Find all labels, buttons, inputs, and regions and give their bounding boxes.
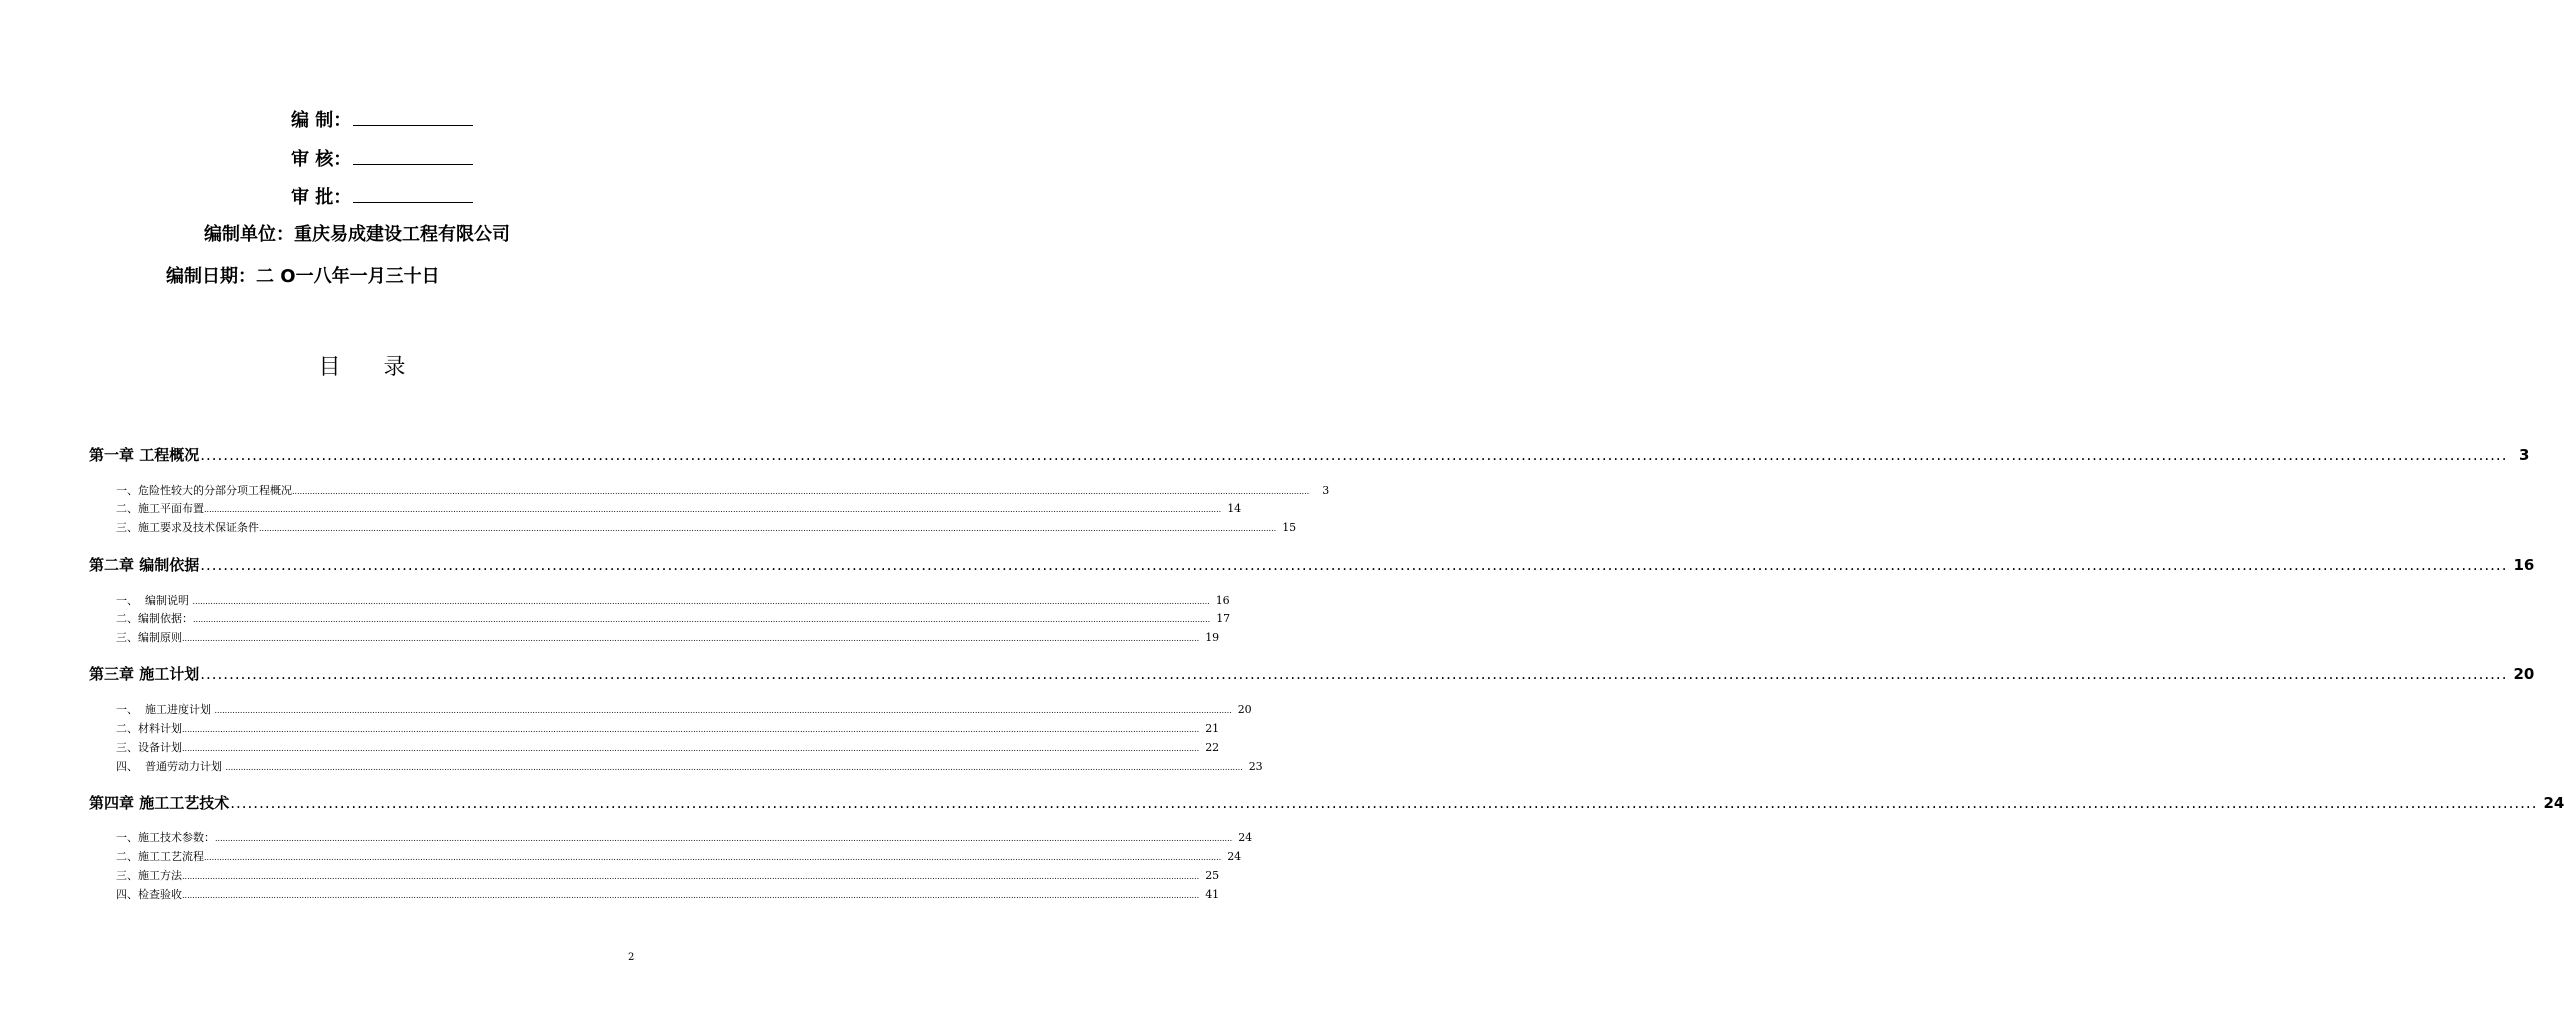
toc-entry[interactable]: [116, 867, 1220, 883]
toc-chapter-1[interactable]: [89, 444, 2530, 465]
entry-page: 21: [1205, 722, 1220, 735]
entry-page: 19: [1205, 631, 1220, 644]
entry-page: 15: [1282, 521, 1297, 534]
entry-label: 二、施工工艺流程: [116, 850, 204, 863]
chapter-label: 第二章 编制依据: [89, 556, 200, 574]
entry-label: 三、编制原则: [116, 631, 182, 644]
toc-entry[interactable]: [116, 720, 1220, 736]
toc-entry[interactable]: [116, 592, 1230, 608]
dot-leader: ................................................................................................................................................................................................................................................................................................................................................................................................................: [215, 834, 1233, 843]
dot-leader: ................................................................................................................................................................................................................................................................................................................................................................................................................: [225, 763, 1243, 772]
entry-page: 24: [1238, 831, 1253, 844]
toc-entry[interactable]: [116, 829, 1253, 845]
chapter-label: 第四章 施工工艺技术: [89, 794, 230, 812]
sig-label-approve: 审 批：: [291, 187, 352, 208]
toc-entry[interactable]: [116, 610, 1231, 626]
dot-leader: ................................................................................................................................................................................................................................................................................................................................................................................................................: [230, 794, 2538, 812]
toc-entry[interactable]: [116, 629, 1220, 645]
chapter-page: 20: [2513, 665, 2535, 683]
entry-page: 20: [1237, 703, 1252, 716]
entry-label: 二、编制依据：: [116, 612, 193, 625]
dot-leader: ................................................................................................................................................................................................................................................................................................................................................................................................................: [182, 872, 1200, 881]
entry-label: 四、检查验收: [116, 888, 182, 901]
dot-leader: ................................................................................................................................................................................................................................................................................................................................................................................................................: [200, 556, 2508, 574]
chapter-page: 3: [2519, 446, 2530, 464]
entry-page: 3: [1322, 484, 1330, 497]
entry-page: 23: [1248, 760, 1263, 773]
chapter-label: 第三章 施工计划: [89, 665, 200, 683]
toc-entry[interactable]: [116, 701, 1252, 717]
dot-leader: ................................................................................................................................................................................................................................................................................................................................................................................................................: [182, 744, 1200, 753]
toc-entry[interactable]: [116, 758, 1263, 774]
sig-label-compile: 编 制：: [291, 110, 352, 131]
sig-row-compile: [291, 106, 473, 132]
dot-leader: ................................................................................................................................................................................................................................................................................................................................................................................................................: [214, 706, 1232, 715]
toc-entry[interactable]: [116, 739, 1220, 755]
entry-label: 三、施工要求及技术保证条件: [116, 521, 259, 534]
entry-label: 三、设备计划: [116, 741, 182, 754]
dot-leader: ................................................................................................................................................................................................................................................................................................................................................................................................................: [192, 597, 1210, 606]
entry-page: 41: [1205, 888, 1220, 901]
dot-leader: ................................................................................................................................................................................................................................................................................................................................................................................................................: [292, 487, 1310, 496]
sig-blank-approve: [353, 186, 473, 203]
entry-label: 一、 施工进度计划: [116, 703, 215, 716]
dot-leader: ................................................................................................................................................................................................................................................................................................................................................................................................................: [182, 634, 1200, 643]
entry-label: 一、危险性较大的分部分项工程概况: [116, 484, 292, 497]
entry-page: 17: [1216, 612, 1231, 625]
sig-blank-compile: [353, 109, 473, 126]
entry-label: 二、施工平面布置: [116, 502, 204, 515]
chapter-page: 16: [2513, 556, 2535, 574]
toc-entry[interactable]: [116, 482, 1330, 498]
entry-page: 14: [1227, 502, 1242, 515]
toc-entry[interactable]: [116, 848, 1242, 864]
entry-page: 25: [1205, 869, 1220, 882]
dot-leader: ................................................................................................................................................................................................................................................................................................................................................................................................................: [182, 891, 1200, 900]
toc-chapter-2[interactable]: [89, 554, 2535, 575]
entry-label: 一、施工技术参数：: [116, 831, 215, 844]
dot-leader: ................................................................................................................................................................................................................................................................................................................................................................................................................: [193, 615, 1211, 624]
entry-page: 16: [1215, 594, 1230, 607]
dot-leader: ................................................................................................................................................................................................................................................................................................................................................................................................................: [200, 665, 2508, 683]
toc-chapter-4[interactable]: [89, 792, 2564, 813]
sig-row-approve: [291, 183, 473, 209]
entry-page: 24: [1227, 850, 1242, 863]
unit-line: 编制单位：重庆易成建设工程有限公司: [204, 224, 510, 245]
entry-label: 一、 编制说明: [116, 594, 193, 607]
dot-leader: ................................................................................................................................................................................................................................................................................................................................................................................................................: [182, 725, 1200, 734]
entry-page: 22: [1205, 741, 1220, 754]
dot-leader: ................................................................................................................................................................................................................................................................................................................................................................................................................: [204, 505, 1222, 514]
sig-blank-review: [353, 148, 473, 165]
page-number: 2: [628, 952, 635, 963]
dot-leader: ................................................................................................................................................................................................................................................................................................................................................................................................................: [204, 853, 1222, 862]
chapter-label: 第一章 工程概况: [89, 446, 200, 464]
toc-title: 目 录: [318, 355, 424, 380]
date-line: 编制日期：二 O一八年一月三十日: [166, 266, 440, 287]
dot-leader: ................................................................................................................................................................................................................................................................................................................................................................................................................: [259, 524, 1277, 533]
sig-label-review: 审 核：: [291, 149, 352, 170]
entry-label: 二、材料计划: [116, 722, 182, 735]
chapter-page: 24: [2543, 794, 2564, 812]
toc-entry[interactable]: [116, 886, 1220, 902]
sig-row-review: [291, 145, 473, 171]
toc-entry[interactable]: [116, 519, 1297, 535]
dot-leader: ................................................................................................................................................................................................................................................................................................................................................................................................................: [200, 446, 2508, 464]
entry-label: 三、施工方法: [116, 869, 182, 882]
toc-chapter-3[interactable]: [89, 663, 2535, 684]
toc-entry[interactable]: [116, 500, 1242, 516]
entry-label: 四、 普通劳动力计划: [116, 760, 226, 773]
